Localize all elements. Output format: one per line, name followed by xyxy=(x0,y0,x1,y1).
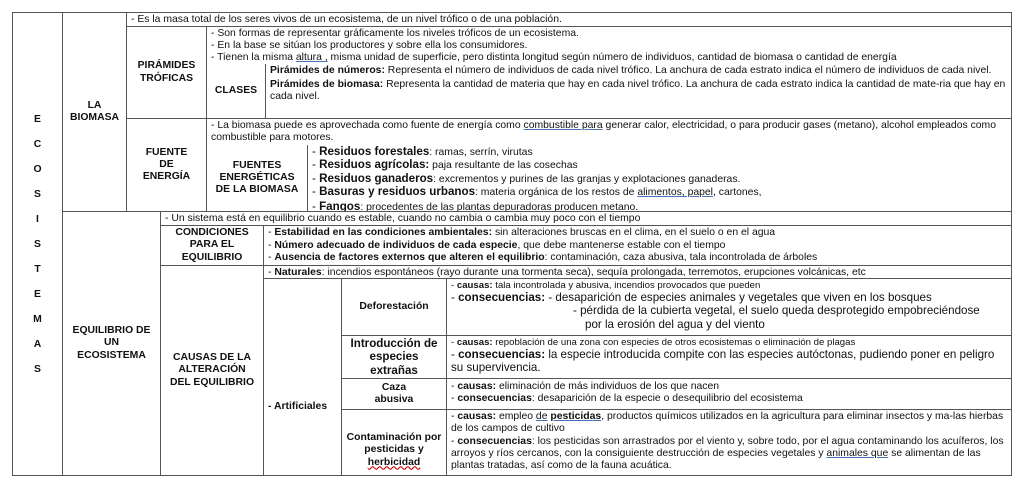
contaminacion-consecuencias: - consecuencias: los pesticidas son arrastrados por el viento y, sobre todo, por el agua contaminando los acuíferos, los arroyos y ríos cercanos, con la consiguiente destrucción de especies vegetales y animales que se alimentan de las plantas tratadas, así como de la fauna acuática. xyxy=(451,435,1004,472)
clases-content xyxy=(265,64,1012,119)
text: Contaminación por pesticidas y xyxy=(346,432,442,456)
fuente-item-title: Residuos ganaderos xyxy=(319,171,434,185)
title-letter: C xyxy=(33,138,42,150)
title-letter: I xyxy=(36,213,39,225)
causas-text: tala incontrolada y abusiva, incendios provocados que pueden xyxy=(492,280,761,291)
introduccion-label-text: Introducción de especies extrañas xyxy=(350,336,438,377)
fuente-item-title: Residuos agrícolas: xyxy=(319,158,430,172)
caza-label xyxy=(341,378,447,410)
title-letter: M xyxy=(33,313,42,325)
underlined-text: alimentos, papel xyxy=(637,187,713,199)
equilibrio-definition: - Un sistema está en equilibrio cuando es estable, cuando no cambia o cambia muy poco con el tiempo xyxy=(160,211,1012,226)
introduccion-consecuencias: - consecuencias: la especie introducida compite con las especies autóctonas, pudiendo poner en peligro su supervivencia. xyxy=(451,348,995,375)
introduccion-label xyxy=(341,335,447,379)
piramide-biomasa xyxy=(270,79,1007,103)
fuente-item-text: : procedentes de las plantas depuradoras producen metano. xyxy=(360,201,639,212)
deforestacion-consecuencias-2: - pérdida de la cubierta vegetal, el suelo queda desprotegido empobreciéndose xyxy=(573,304,980,318)
naturales-title: Naturales xyxy=(274,267,322,278)
underlined-text: animales que xyxy=(826,447,889,459)
text: empleo xyxy=(496,411,536,422)
fuente-item-text: : excrementos y purines de las granjas y explotaciones ganaderas. xyxy=(433,173,741,185)
biomasa-label xyxy=(62,12,127,212)
caza-consecuencias: - consecuencias: desaparición de la especie o desequilibrio del ecosistema xyxy=(451,393,803,405)
deforestacion-causas: - causas: tala incontrolada y abusiva, incendios provocados que pueden xyxy=(451,280,761,291)
artificiales-label: - Artificiales xyxy=(263,278,342,476)
fuente-item: - Fangos: procedentes de las plantas depuradoras producen metano. xyxy=(312,199,639,212)
consecuencias-title: consecuencias xyxy=(457,393,532,405)
fuentes-energeticas-label xyxy=(206,145,308,212)
misspelled-text: herbicidad xyxy=(367,456,421,468)
underlined-text: de xyxy=(535,411,548,422)
introduccion-causas: - causas: repoblación de una zona con especies de otros ecosistemas o eliminación de plagas xyxy=(451,337,856,348)
causas-text: eliminación de más individuos de los que nacen xyxy=(496,381,720,392)
caza-causas: - causas: eliminación de más individuos de los que nacen xyxy=(451,381,720,392)
causas-title: causas: xyxy=(457,411,497,422)
fuente-item: - Basuras y residuos urbanos: materia orgánica de los restos de alimentos, papel, cartones, xyxy=(312,185,762,199)
deforestacion-consecuencias-3: por la erosión del agua y del viento xyxy=(585,317,765,331)
text: generar calor, electricidad, o para producir gases (metano), alcohol empleados como combustible para motores. xyxy=(211,120,996,144)
piramide-numeros-text: Representa el número de individuos de cada nivel trófico. La anchura de cada estrato indica el número de individuos de cada nivel. xyxy=(384,65,992,76)
title-letter: S xyxy=(34,363,41,375)
fuente-item-title: Residuos forestales xyxy=(319,145,430,158)
condicion-item: - Número adecuado de individuos de cada especie, que debe mantenerse estable con el tiempo xyxy=(268,239,726,251)
fuente-item-text: : ramas, serrín, virutas xyxy=(429,147,533,158)
caza-content xyxy=(446,378,1012,410)
consecuencias-text: : desaparición de la especie o desequilibrio del ecosistema xyxy=(531,393,803,405)
naturales-text: : incendios espontáneos (rayo durante una tormenta seca), sequía prolongada, terremotos, erupciones volcánicas, etc xyxy=(321,267,866,278)
underlined-text: combustible para xyxy=(523,120,603,131)
fuente-item-title: Basuras y residuos urbanos xyxy=(319,185,476,199)
title-letter: E xyxy=(34,113,41,125)
title-letter: E xyxy=(34,288,41,300)
title-letter: S xyxy=(34,238,41,250)
causas-title: causas: xyxy=(456,280,493,291)
piramides-description xyxy=(206,26,1012,66)
biomasa-definition: - Es la masa total de los seres vivos de un ecosistema, de un nivel trófico o de una población. xyxy=(126,12,1012,27)
condiciones-label-text: CONDICIONES PARA EL EQUILIBRIO xyxy=(175,226,249,263)
introduccion-content xyxy=(446,335,1012,379)
ecosistemas-vertical-title xyxy=(12,12,63,476)
biomasa-label-text: LA BIOMASA xyxy=(69,99,120,123)
fuentes-list xyxy=(307,145,1012,212)
underlined-text: altura , xyxy=(295,52,328,64)
piramide-numeros xyxy=(270,65,1007,77)
condicion-item: - Estabilidad en las condiciones ambientales: sin alteraciones bruscas en el clima, en el suelo o en el agua xyxy=(268,227,776,238)
caza-label-text: Caza abusiva xyxy=(374,381,414,405)
causas-label xyxy=(160,265,264,476)
naturales-row: - Naturales: incendios espontáneos (rayo durante una tormenta seca), sequía prolongada, terremotos, erupciones volcánicas, etc xyxy=(263,265,1012,279)
deforestacion-consecuencias: - consecuencias: - desaparición de especies animales y vegetales que viven en los bosques xyxy=(451,291,932,304)
causas-title: causas: xyxy=(456,337,493,348)
fuente-item: - Residuos ganaderos: excrementos y purines de las granjas y explotaciones ganaderas. xyxy=(312,171,741,185)
contaminacion-label-text xyxy=(346,432,442,469)
consecuencias-title: consecuencias: xyxy=(458,348,546,361)
piramides-label-text: PIRÁMIDES TRÓFICAS xyxy=(137,60,196,84)
text: : los pesticidas son arrastrados por el viento y, sobre todo, por el agua contaminando los acuíferos, los arroyos y ríos cercanos, con la consiguiente destrucción de especies vegetales y xyxy=(451,435,1004,459)
condicion-item-text: sin alteraciones bruscas en el clima, en el suelo o en el agua xyxy=(492,227,776,238)
causas-label-text: CAUSAS DE LA ALTERACIÓN DEL EQUILIBRIO xyxy=(169,352,255,388)
condiciones-label xyxy=(160,225,264,266)
condicion-item-title: Ausencia de factores externos que alteren el equilibrio xyxy=(274,252,545,264)
contaminacion-causas: - causas: empleo de pesticidas, productos químicos utilizados en la agricultura para eliminar insectos y ma-las hierbas de los campos de cultivo xyxy=(451,411,1004,435)
title-letter: S xyxy=(34,188,41,200)
text: , productos químicos utilizados en la agricultura para eliminar insectos y ma-las hierbas de los campos de cultivo xyxy=(451,411,1004,435)
piramide-biomasa-title: Pirámides de biomasa: xyxy=(270,79,384,91)
condicion-item-text: , que debe mantenerse estable con el tiempo xyxy=(517,239,726,251)
equilibrio-label xyxy=(62,211,161,476)
title-letter: O xyxy=(33,163,42,175)
text: misma unidad de superficie, pero distinta longitud según número de individuos, cantidad de biomasa o cantidad de energía xyxy=(327,52,897,64)
contaminacion-label xyxy=(341,409,447,476)
fuente-label-text: FUENTE DE ENERGÍA xyxy=(142,146,191,183)
deforestacion-label: Deforestación xyxy=(341,278,447,336)
causas-text: repoblación de una zona con especies de otros ecosistemas o eliminación de plagas xyxy=(492,337,856,348)
condicion-item-text: : contaminación, caza abusiva, tala incontrolada de árboles xyxy=(544,252,818,264)
fuente-item-text: paja resultante de las cosechas xyxy=(429,160,578,172)
piramide-numeros-title: Pirámides de números: xyxy=(270,65,385,76)
text: - La biomasa puede es aprovechada como fuente de energía como xyxy=(211,120,524,131)
piramides-line-2: - En la base se sitúan los productores y sobre ella los consumidores. xyxy=(211,40,528,52)
fuente-item-text: : materia orgánica de los restos de xyxy=(475,187,638,199)
fuente-item: - Residuos forestales: ramas, serrín, virutas xyxy=(312,145,533,158)
fuentes-energeticas-label-text: FUENTES ENERGÉTICAS DE LA BIOMASA xyxy=(215,159,299,196)
fuente-item-title: Fangos xyxy=(319,199,361,212)
consecuencias-text: - desaparición de especies animales y vegetales que viven en los bosques xyxy=(545,291,932,304)
condicion-item-title: Número adecuado de individuos de cada especie xyxy=(274,239,518,251)
title-letter: T xyxy=(34,263,41,275)
condiciones-list xyxy=(263,225,1012,266)
causas-title: causas: xyxy=(457,381,497,392)
fuente-label xyxy=(126,118,207,212)
piramides-line-1: - Son formas de representar gráficamente los niveles tróficos de un ecosistema. xyxy=(211,28,579,39)
contaminacion-content xyxy=(446,409,1012,476)
fuente-item-tail: , cartones, xyxy=(713,187,762,199)
piramides-line-3 xyxy=(211,52,1007,64)
clases-label: CLASES xyxy=(206,64,266,119)
text: - Tienen la misma xyxy=(211,52,296,64)
underlined-bold-text: pesticidas xyxy=(550,411,602,422)
consecuencias-text: la especie introducida compite con las especies autóctonas, pudiendo poner en peligro su supervivencia. xyxy=(451,348,995,375)
consecuencias-title: consecuencias xyxy=(457,435,532,447)
equilibrio-label-text: EQUILIBRIO DE UN ECOSISTEMA xyxy=(72,325,151,361)
deforestacion-content xyxy=(446,278,1012,336)
piramides-label xyxy=(126,26,207,119)
text: se alimentan de las plantas tratadas, así como de la fauna acuática. xyxy=(451,447,981,472)
consecuencias-title: consecuencias: xyxy=(458,291,546,304)
condicion-item-title: Estabilidad en las condiciones ambientales: xyxy=(274,227,493,238)
piramide-biomasa-text: Representa la cantidad de materia que hay en cada nivel trófico. La anchura de cada estrato indica la cantidad de mate-ria que hay en cada nivel. xyxy=(270,79,1006,103)
condicion-item: - Ausencia de factores externos que alteren el equilibrio: contaminación, caza abusiva, tala incontrolada de árboles xyxy=(268,252,818,264)
fuente-intro xyxy=(206,118,1012,146)
fuente-item: - Residuos agrícolas: paja resultante de las cosechas xyxy=(312,158,578,172)
title-letter: A xyxy=(33,338,42,350)
